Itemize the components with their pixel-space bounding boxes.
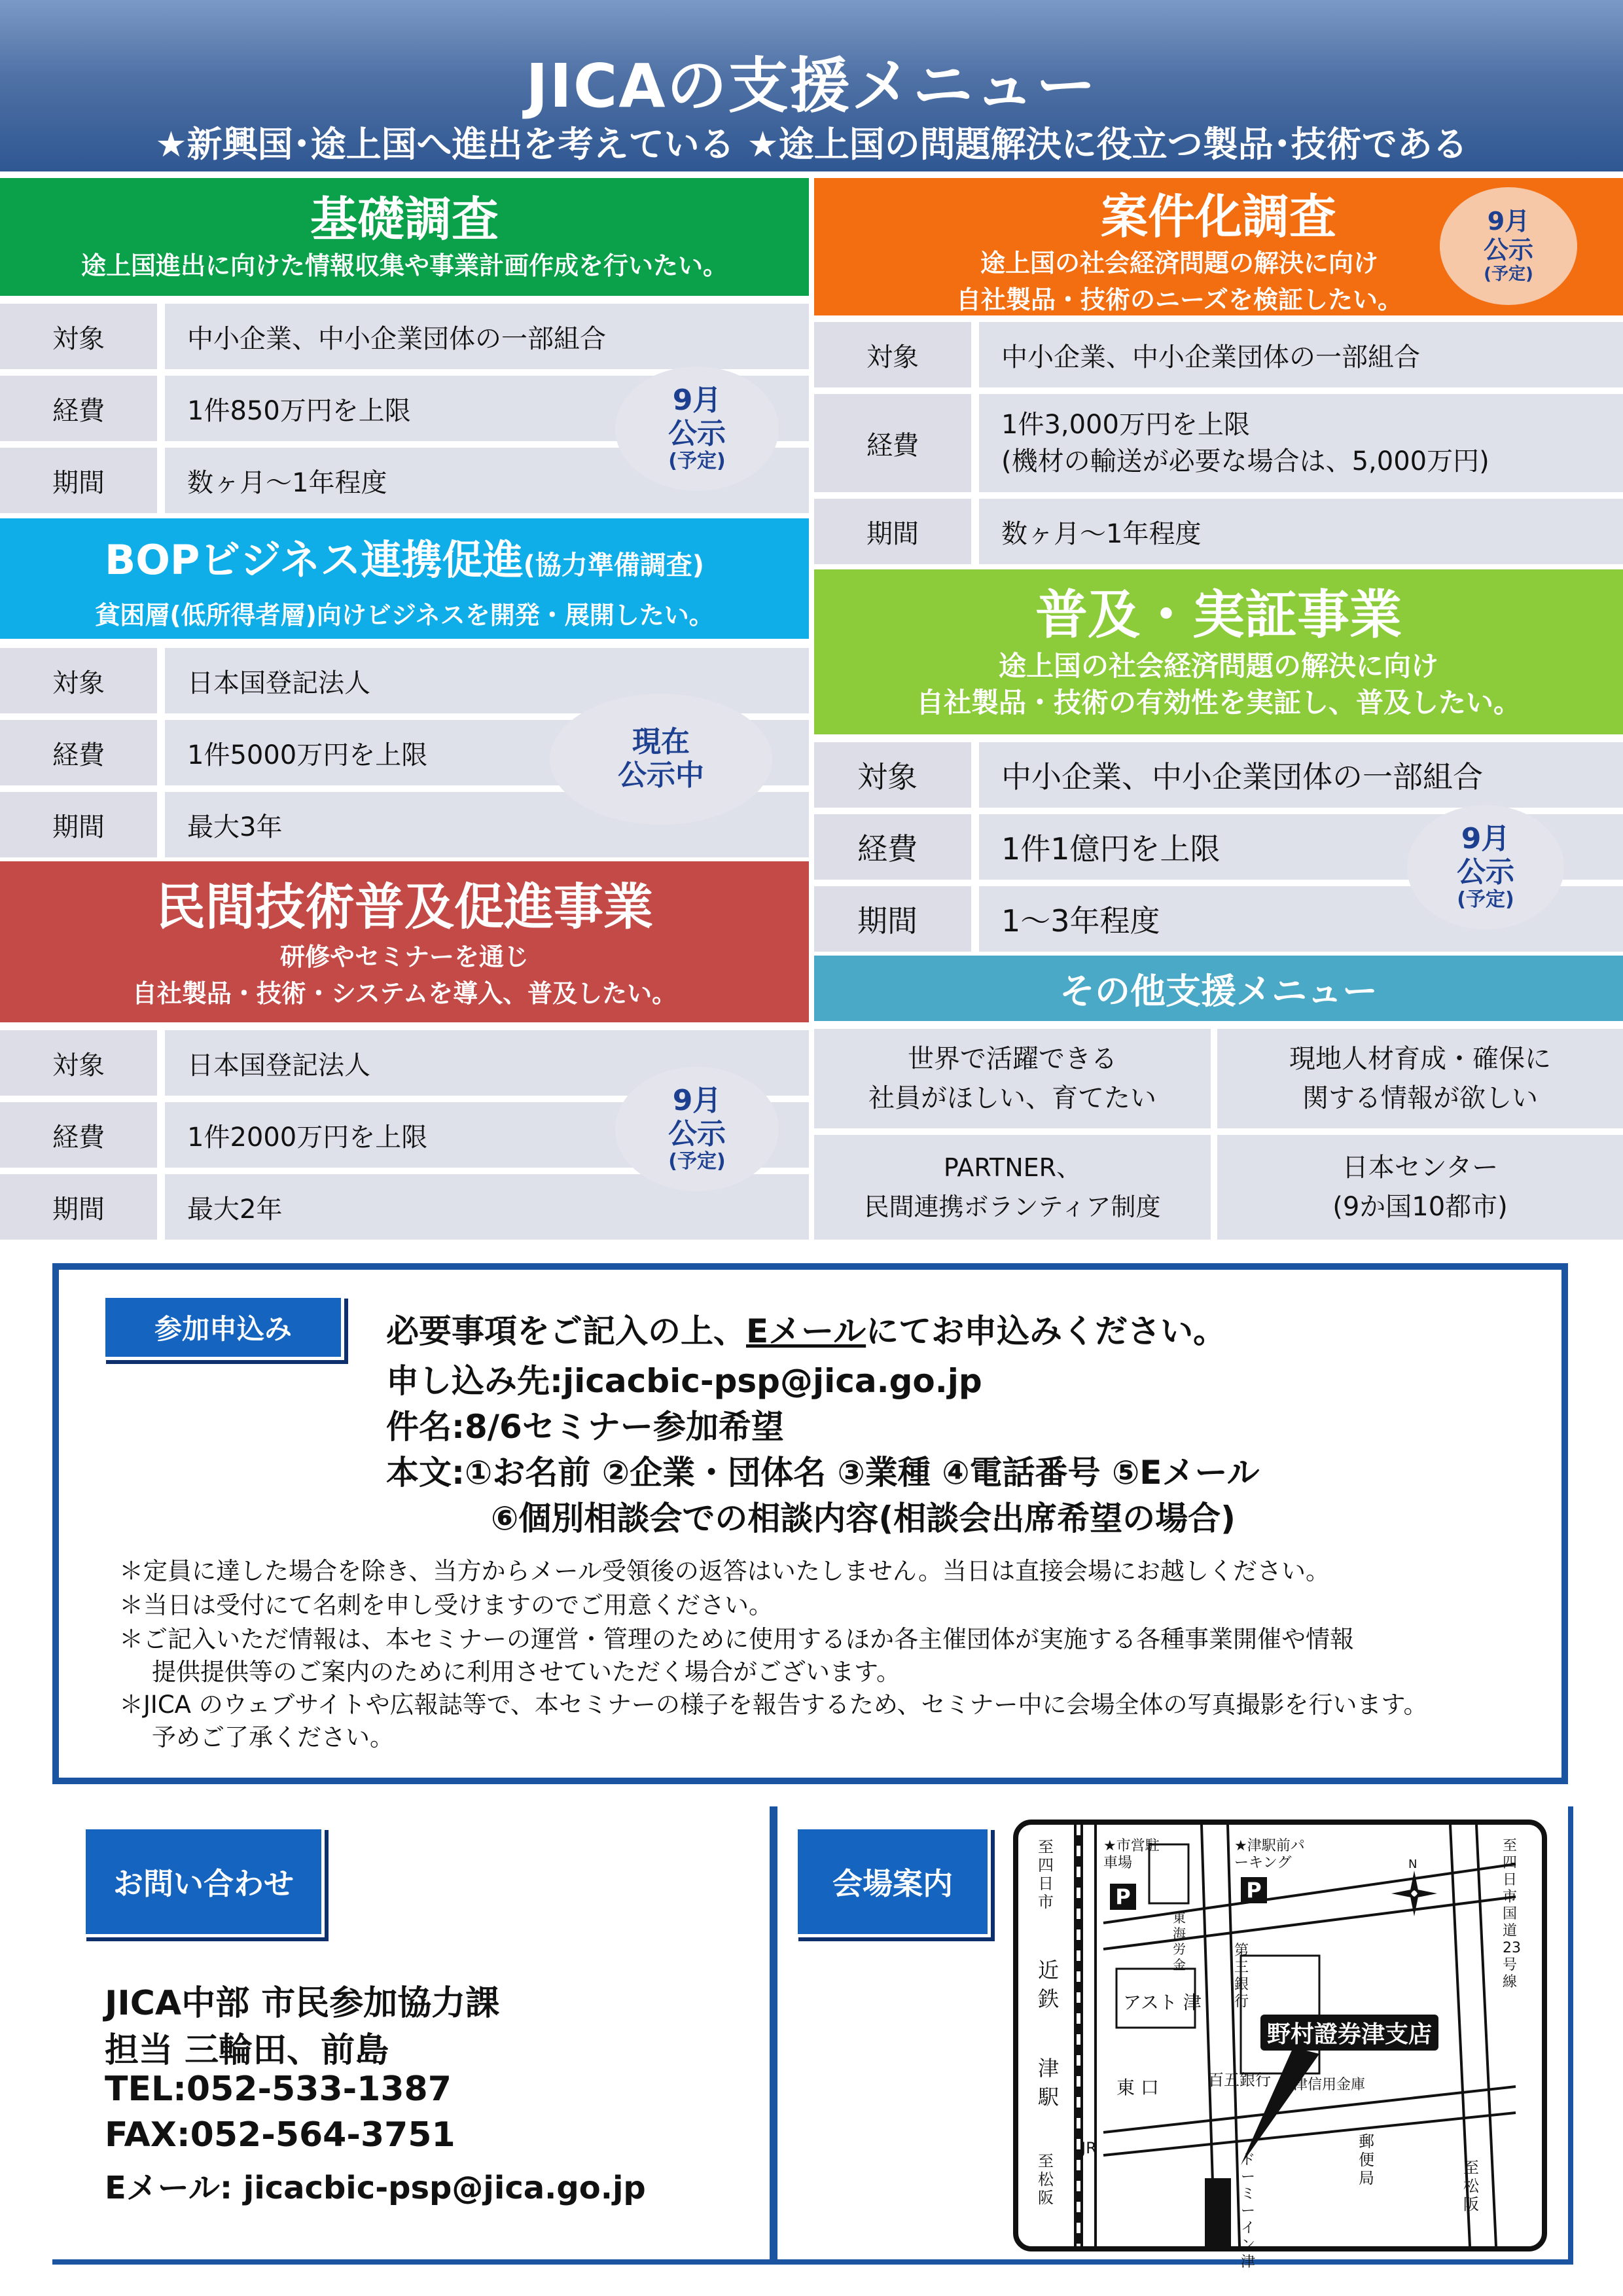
row-value: 数ヶ月～1年程度	[1001, 518, 1202, 549]
row-label: 経費	[0, 376, 157, 441]
badge-line: 公示	[1483, 236, 1533, 265]
contact-fax: FAX:052-564-3751	[105, 2115, 455, 2155]
kiso-title-box	[0, 178, 809, 296]
contact-org: JICA中部 市民参加協力課	[105, 1984, 500, 2023]
row-label: 経費	[814, 814, 971, 880]
map-nomura-label: 野村證券津支店	[1260, 2015, 1438, 2051]
page-subtitle: ★新興国･途上国へ進出を考えている ★途上国の問題解決に役立つ製品･技術である	[155, 124, 1468, 165]
venue-map	[1013, 1820, 1547, 2270]
map-daisan-label: 第三銀行	[1234, 1943, 1249, 2010]
row-value-note: (機材の輸送が必要な場合は、5,000万円)	[1001, 446, 1489, 476]
map-kintetsu-label: 近鉄	[1038, 1958, 1060, 2011]
email-link[interactable]: Eメール	[746, 1312, 866, 1350]
minkan-title: 民間技術普及促進事業	[156, 878, 653, 936]
anken-row-period	[814, 499, 1623, 564]
row-label: 期間	[0, 792, 157, 857]
badge-line: 公示	[1457, 855, 1514, 889]
cell-line: 世界で活躍できる	[908, 1044, 1117, 1074]
other-cell-4	[1217, 1135, 1623, 1240]
row-value: 中小企業、中小企業団体の一部組合	[1001, 759, 1483, 795]
row-label: 対象	[0, 1030, 157, 1096]
badge-line: 公示	[668, 1117, 726, 1151]
badge-line: 9月	[1487, 207, 1530, 236]
row-value: 中小企業、中小企業団体の一部組合	[1001, 342, 1420, 372]
cell-line: 日本センター	[1342, 1153, 1499, 1183]
other-title-box	[814, 956, 1623, 1021]
other-title: その他支援メニュー	[1060, 970, 1378, 1012]
badge-line: 9月	[1461, 822, 1510, 856]
row-label: 経費	[814, 394, 971, 492]
venue-panel	[772, 1806, 1573, 2270]
apply-line-4: 本文:①お名前 ②企業・団体名 ③業種 ④電話番号 ⑤Eメール	[386, 1454, 1260, 1492]
row-value: 1件2000万円を上限	[187, 1122, 428, 1153]
note-4: 提供提供等のご案内のために利用させていただく場合がございます。	[152, 1658, 901, 1686]
map-hyakugo-label: 百五銀行	[1208, 2071, 1271, 2089]
anken-desc-1: 途上国の社会経済問題の解決に向け	[980, 249, 1378, 278]
row-label: 期間	[814, 886, 971, 952]
anken-desc-2: 自社製品・技術のニーズを検証したい。	[955, 285, 1403, 314]
bop-title-box	[0, 518, 809, 639]
cell-line: PARTNER、	[943, 1153, 1082, 1182]
row-value: 日本国登記法人	[187, 1050, 370, 1081]
badge-line: 公示中	[618, 759, 704, 792]
row-value: 1件5000万円を上限	[187, 740, 428, 770]
apply-line-2: 申し込み先:jicacbic-psp@jica.go.jp	[386, 1362, 982, 1400]
fukyu-title-box	[814, 569, 1623, 734]
map-ast-label: アスト 津	[1123, 1992, 1202, 2013]
row-value: 中小企業、中小企業団体の一部組合	[187, 323, 606, 354]
bop-title: BOPビジネス連携促進	[104, 536, 524, 584]
bop-desc: 貧困層(低所得者層)向けビジネスを開発・展開したい。	[95, 601, 714, 630]
cell-line: 関する情報が欲しい	[1302, 1083, 1538, 1113]
badge-line: 公示	[668, 416, 726, 450]
row-value: 最大2年	[187, 1194, 283, 1225]
badge-line: 9月	[672, 384, 722, 418]
apply-line-1	[386, 1305, 1226, 1352]
row-value: 1～3年程度	[1001, 903, 1160, 939]
apply-line-5: ⑥個別相談会での相談内容(相談会出席希望の場合)	[491, 1499, 1236, 1537]
row-value: 1件3,000万円を上限	[1001, 410, 1250, 440]
minkan-desc-1: 研修やセミナーを通じ	[279, 942, 529, 971]
compass-north-label: N	[1408, 1857, 1418, 1871]
badge-line: 現在	[632, 725, 690, 759]
note-6: 予めご了承ください。	[152, 1723, 394, 1751]
fukyu-desc-2: 自社製品・技術の有効性を実証し、普及したい。	[916, 687, 1521, 719]
bop-title-wrap	[0, 534, 809, 597]
row-label: 期間	[814, 499, 971, 564]
bop-title-note: (協力準備調査)	[523, 550, 705, 581]
map-parking-1-icon: P	[1110, 1884, 1136, 1910]
row-value: 数ヶ月～1年程度	[187, 467, 387, 498]
map-tokai-label: 東海労金	[1173, 1910, 1186, 1973]
page-title: JICAの支援メニュー	[526, 51, 1097, 121]
cell-line: 民間連携ボランティア制度	[864, 1193, 1161, 1221]
note-2: ＊当日は受付にて名刺を申し受けますのでご用意ください。	[119, 1591, 773, 1619]
anken-row-cost	[814, 394, 1623, 492]
row-label: 経費	[0, 1102, 157, 1168]
contact-email[interactable]: Eメール: jicacbic-psp@jica.go.jp	[105, 2170, 646, 2206]
row-label: 対象	[814, 322, 971, 387]
map-matsusaka-left-label: 至松阪	[1038, 2152, 1054, 2207]
fukyu-desc-1: 途上国の社会経済問題の解決に向け	[998, 650, 1438, 682]
anken-badge	[1440, 187, 1577, 305]
badge-line: 9月	[672, 1084, 722, 1118]
note-3: ＊ご記入いただ情報は、本セミナーの運営・管理のために使用するほか各主催団体が実施する各種事業開催や情報	[119, 1625, 1354, 1653]
map-tsu-station-label: 津駅	[1038, 2056, 1060, 2109]
row-value: 1件850万円を上限	[187, 395, 411, 426]
kiso-desc: 途上国進出に向けた情報収集や事業計画作成を行いたい。	[80, 251, 728, 280]
contact-button[interactable]: お問い合わせ	[82, 1826, 325, 1937]
badge-line: (予定)	[1457, 888, 1514, 912]
other-cell-1	[814, 1029, 1211, 1128]
other-cell-2	[1217, 1029, 1623, 1128]
map-east-exit-label: 東 口	[1116, 2077, 1159, 2098]
kiso-badge	[615, 367, 779, 491]
map-shinkin-label: 津信用金庫	[1293, 2077, 1366, 2093]
contact-tel: TEL:052-533-1387	[105, 2070, 452, 2109]
contact-person: 担当 三輪田、前島	[105, 2031, 389, 2070]
row-value: 1件1億円を上限	[1001, 831, 1221, 867]
minkan-badge	[615, 1067, 779, 1191]
anken-row-target	[814, 322, 1623, 387]
fukyu-title: 普及・実証事業	[1035, 584, 1402, 645]
map-matsusaka-right-label: 至松阪	[1463, 2159, 1479, 2214]
row-label: 期間	[0, 448, 157, 513]
fukyu-badge	[1407, 805, 1564, 929]
kiso-row-target	[0, 304, 809, 369]
map-post-label: 郵便局	[1359, 2132, 1374, 2187]
cell-line: (9か国10都市)	[1332, 1192, 1508, 1222]
venue-button[interactable]: 会場案内	[794, 1826, 991, 1937]
bop-badge	[550, 694, 772, 825]
apply-button[interactable]: 参加申込み	[102, 1295, 344, 1360]
header-banner	[0, 0, 1623, 171]
map-route23-label: 至四日市 国道23号線	[1503, 1838, 1521, 1990]
contact-panel	[52, 1806, 775, 2265]
map-dormy-label: ドーミーイン津	[1241, 2152, 1256, 2270]
note-1: ＊定員に達した場合を除き、当方からメール受領後の返答はいたしません。当日は直接会場にお越しください。	[119, 1557, 1330, 1585]
map-parking-2-icon: P	[1241, 1877, 1267, 1903]
apply-line-1-pre: 必要事項をご記入の上、	[386, 1312, 746, 1350]
row-value: 最大3年	[187, 812, 283, 842]
map-parking-1-label: ★市営駐車場	[1103, 1838, 1160, 1871]
row-value-wrap	[979, 394, 1623, 492]
badge-line: (予定)	[668, 1150, 726, 1174]
note-5: ＊JICA のウェブサイトや広報誌等で、本セミナーの様子を報告するため、セミナー中に会場全体の写真撮影を行います。	[119, 1691, 1428, 1719]
kiso-title: 基礎調査	[310, 192, 499, 247]
map-left-rail-label: 至四日市	[1038, 1838, 1054, 1911]
row-label: 経費	[0, 720, 157, 785]
apply-box	[52, 1263, 1568, 1784]
map-jr-label: JR	[1081, 2139, 1097, 2157]
row-label: 期間	[0, 1174, 157, 1240]
cell-line: 現地人材育成・確保に	[1289, 1044, 1551, 1074]
apply-line-1-post: にてお申込みください。	[866, 1312, 1226, 1350]
row-value: 日本国登記法人	[187, 668, 370, 698]
badge-line: (予定)	[668, 450, 726, 473]
row-label: 対象	[0, 648, 157, 713]
apply-line-3: 件名:8/6セミナー参加希望	[386, 1408, 784, 1446]
compass-icon	[1385, 1857, 1444, 1929]
minkan-title-box	[0, 861, 809, 1022]
row-label: 対象	[0, 304, 157, 369]
fukyu-row-target	[814, 742, 1623, 808]
row-label: 対象	[814, 742, 971, 808]
other-cell-3	[814, 1135, 1211, 1240]
cell-line: 社員がほしい、育てたい	[868, 1083, 1156, 1113]
map-parking-2-label: ★津駅前パーキング	[1234, 1838, 1305, 1871]
anken-title: 案件化調査	[1100, 189, 1336, 244]
minkan-desc-2: 自社製品・技術・システムを導入、普及したい。	[132, 979, 677, 1008]
badge-line: (予定)	[1484, 264, 1533, 284]
